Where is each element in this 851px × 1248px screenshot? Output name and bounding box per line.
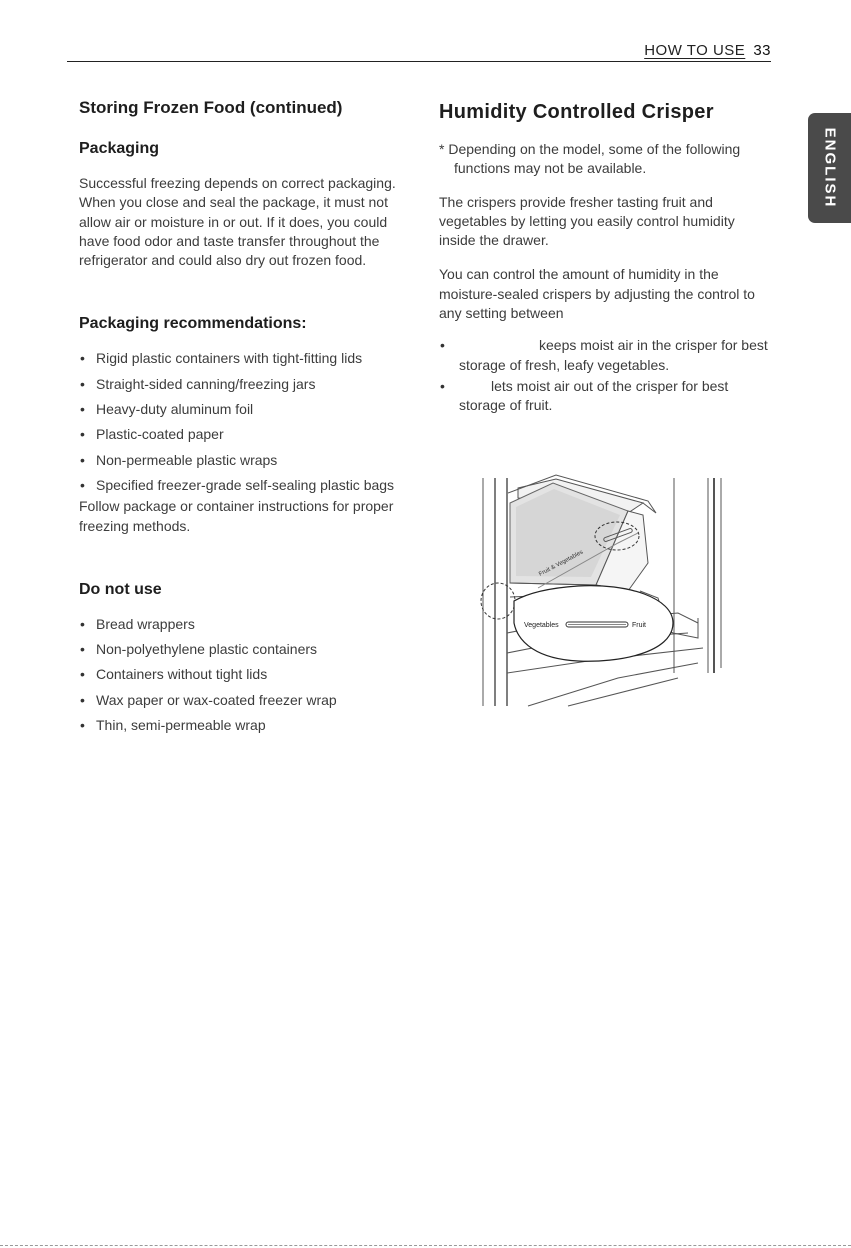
right-column xyxy=(439,99,769,416)
recommendations-list xyxy=(79,349,419,495)
slider-label-fruit: Fruit xyxy=(632,622,646,629)
language-tab xyxy=(808,113,851,223)
recommendations-footer: Follow package or container instructions for proper freezing methods. xyxy=(79,498,394,534)
page-number: 33 xyxy=(753,42,771,59)
list-item: • Containers without tight lids xyxy=(79,665,419,684)
list-item: • Straight-sided canning/freezing jars xyxy=(79,375,419,394)
bottom-edge xyxy=(0,1245,851,1246)
list-item: • Thin, semi-permeable wrap xyxy=(79,716,419,735)
left-column xyxy=(79,97,419,735)
heading-packaging: Packaging xyxy=(79,140,160,157)
page-header xyxy=(644,42,771,59)
header-rule xyxy=(67,61,771,62)
packaging-body: Successful freezing depends on correct packaging. When you close and seal the package, it must not allow air or moisture in or out. If it does, you could have food odor and taste transfer throughout the refrigerator and could also dry out frozen food. xyxy=(79,175,396,269)
heading-packaging-recommendations: Packaging recommendations: xyxy=(79,315,307,333)
list-item xyxy=(439,336,769,375)
section-title-humidity-crisper: Humidity Controlled Crisper xyxy=(439,101,714,123)
crisper-control-text: You can control the amount of humidity in the moisture-sealed crispers by adjusting the control to any setting between xyxy=(439,266,755,322)
heading-do-not-use: Do not use xyxy=(79,580,162,598)
crisper-drawing xyxy=(478,473,728,709)
crisper-illustration xyxy=(478,473,728,709)
list-item: • Non-polyethylene plastic containers xyxy=(79,640,419,659)
list-item xyxy=(439,377,769,416)
slider-label-vegetables: Vegetables xyxy=(524,622,559,629)
vegetables-setting-desc: keeps moist air in the crisper for best storage of fresh, leafy vegetables. xyxy=(459,337,768,373)
zoom-callout-circle xyxy=(481,583,515,619)
header-section: HOW TO USE xyxy=(644,42,746,59)
list-item: • Bread wrappers xyxy=(79,615,419,634)
section-title-storing-frozen: Storing Frozen Food (continued) xyxy=(79,98,343,117)
list-item: • Specified freezer-grade self-sealing plastic bags xyxy=(79,476,419,495)
list-item: • Heavy-duty aluminum foil xyxy=(79,400,419,419)
list-item: • Wax paper or wax-coated freezer wrap xyxy=(79,691,419,710)
availability-note: * Depending on the model, some of the following functions may not be available. xyxy=(439,141,741,177)
language-tab-label: ENGLISH xyxy=(821,127,838,209)
do-not-use-list xyxy=(79,615,419,735)
list-item: • Plastic-coated paper xyxy=(79,425,419,444)
fruit-setting-desc: lets moist air out of the crisper for best storage of fruit. xyxy=(459,377,729,414)
crisper-intro: The crispers provide fresher tasting fruit and vegetables by letting you easily control humidity inside the drawer. xyxy=(439,193,735,249)
list-item: • Non-permeable plastic wraps xyxy=(79,451,419,470)
drawer-label: Fruit & Vegetables xyxy=(538,549,585,578)
list-item: • Rigid plastic containers with tight-fitting lids xyxy=(79,349,419,368)
crisper-settings-list xyxy=(439,336,769,415)
